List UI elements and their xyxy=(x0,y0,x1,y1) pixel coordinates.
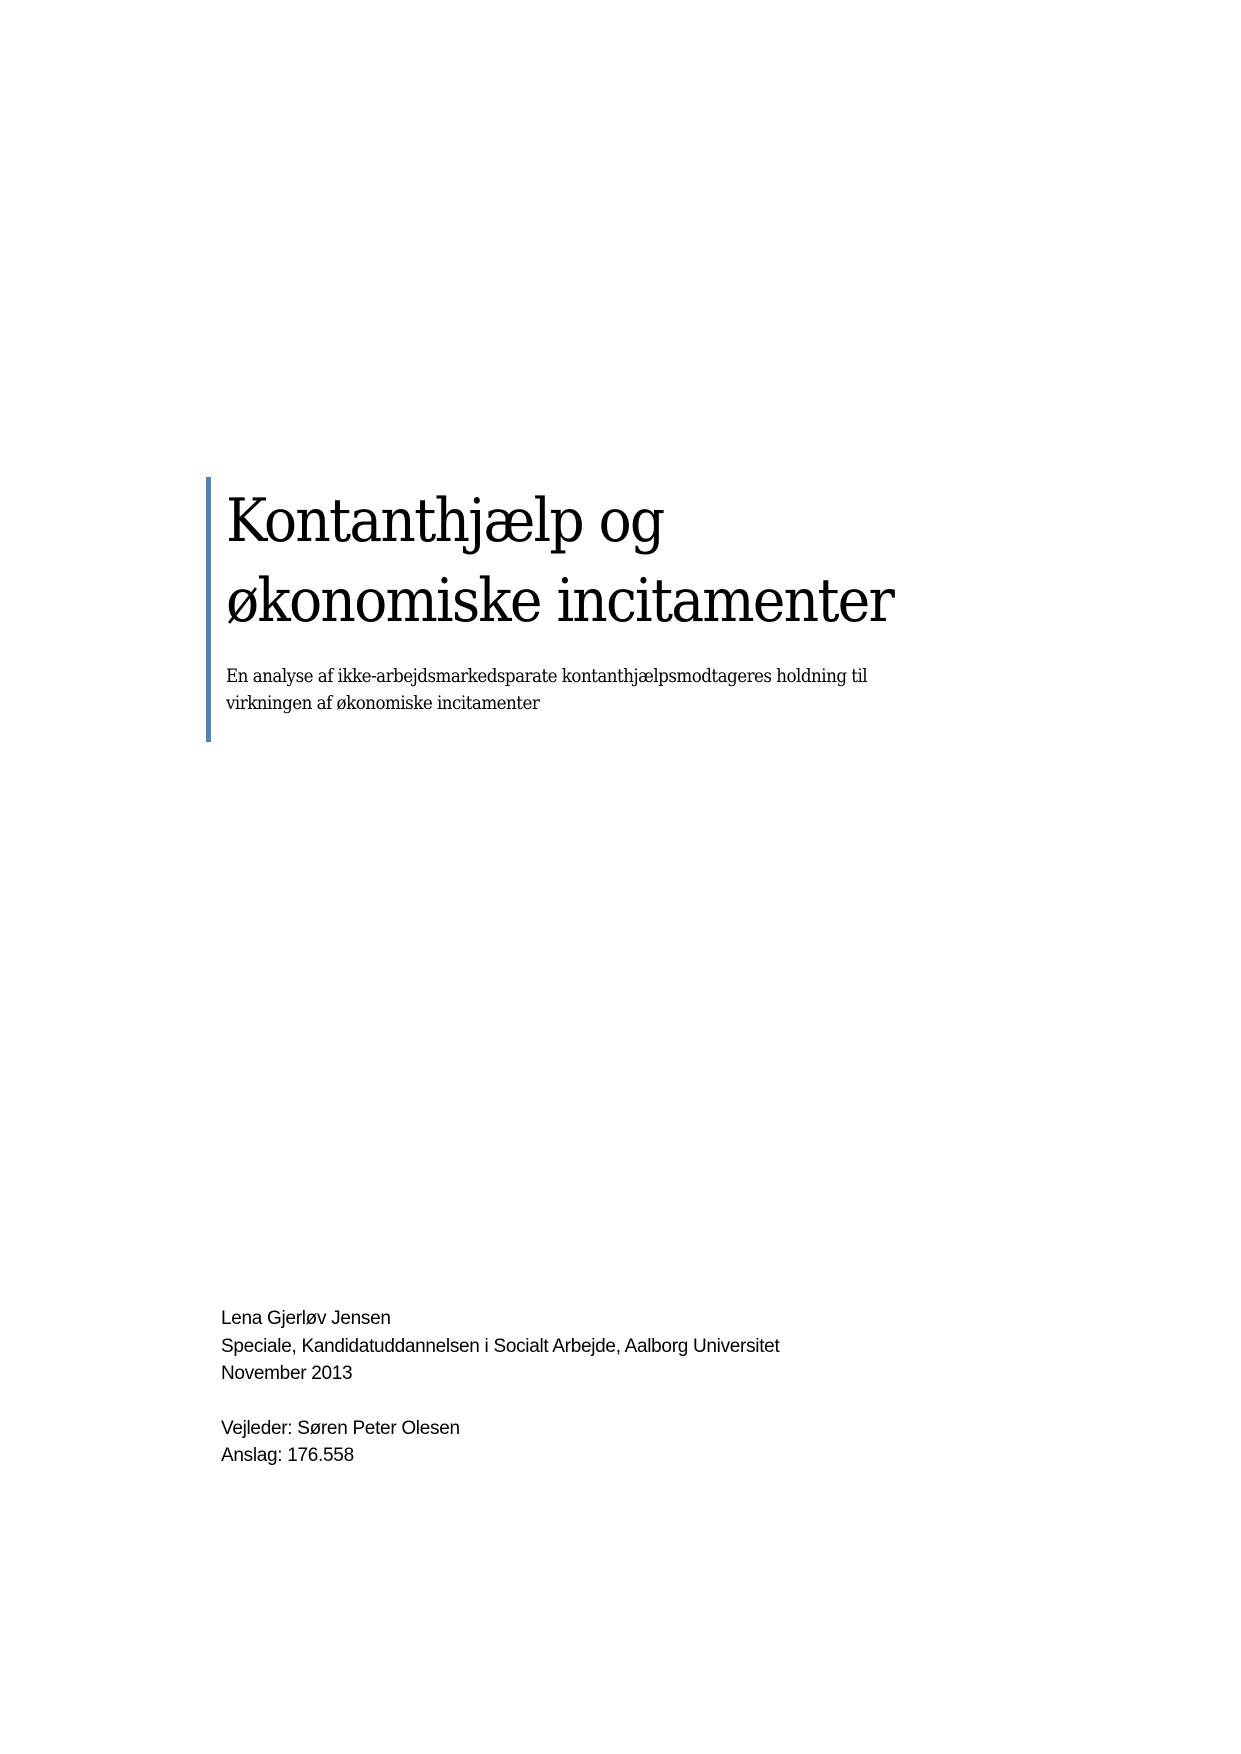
document-title xyxy=(226,477,990,641)
subtitle-line-1: En analyse af ikke-arbejdsmarkedsparate kontanthjælpsmodtageres holdning til xyxy=(226,665,868,687)
document-metadata xyxy=(221,1305,779,1470)
title-line-2: økonomiske incitamenter xyxy=(226,566,894,636)
title-block xyxy=(206,477,1056,742)
document-subtitle xyxy=(226,663,956,717)
spacer xyxy=(221,1388,779,1415)
supervisor: Vejleder: Søren Peter Olesen xyxy=(221,1417,460,1439)
document-date: November 2013 xyxy=(221,1363,353,1384)
character-count: Anslag: 176.558 xyxy=(221,1445,354,1466)
subtitle-line-2: virkningen af økonomiske incitamenter xyxy=(226,692,540,714)
title-line-1: Kontanthjælp og xyxy=(226,486,664,556)
author-name: Lena Gjerløv Jensen xyxy=(221,1308,391,1329)
program-info: Speciale, Kandidatuddannelsen i Socialt Arbejde, Aalborg Universitet xyxy=(221,1335,780,1357)
